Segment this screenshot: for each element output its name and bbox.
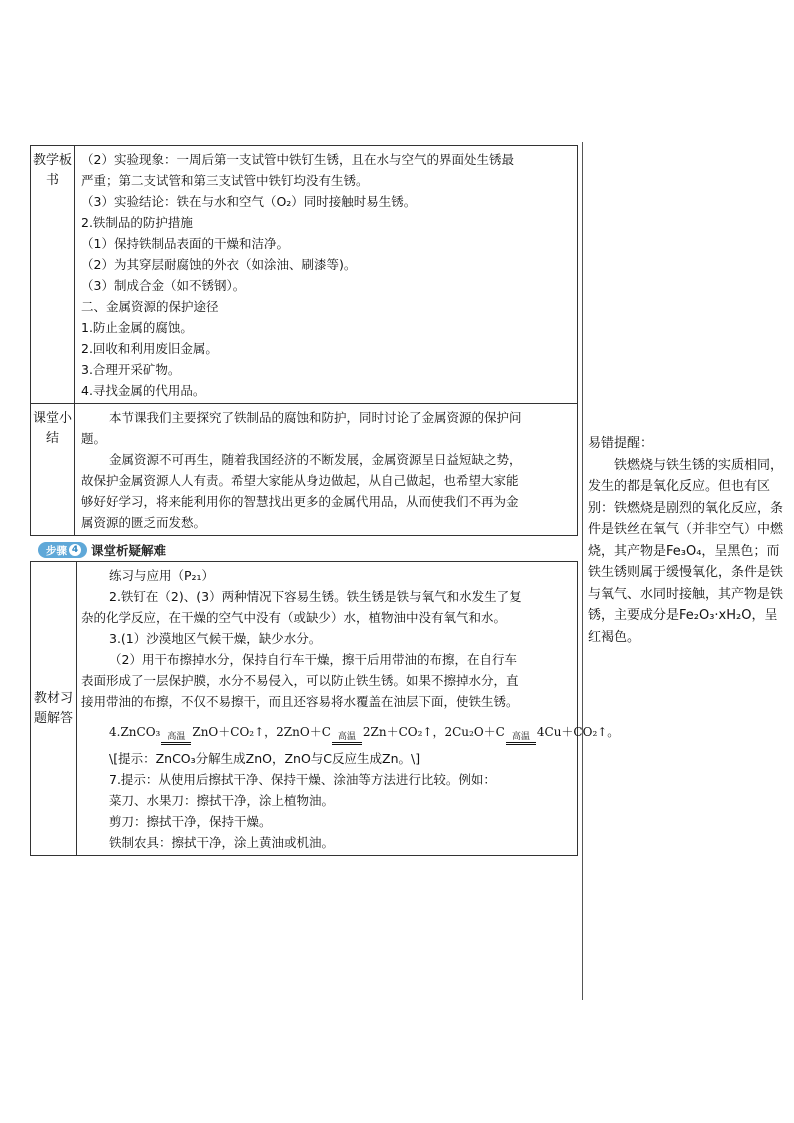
equation3-right: 4Cu＋CO₂↑。 xyxy=(536,725,620,739)
reaction-arrow xyxy=(332,732,362,745)
row-board-notes xyxy=(31,146,578,404)
text-line: 接用带油的布擦，不仅不易擦干，而且还容易将水覆盖在油层下面，使铁生锈。 xyxy=(81,694,519,709)
text-line: 菜刀、水果刀：擦拭干净，涂上植物油。 xyxy=(109,793,335,808)
text-line: 2.铁制品的防护措施 xyxy=(81,215,193,230)
chemical-equations xyxy=(81,712,620,748)
text-line: 铁制农具：擦拭干净，涂上黄油或机油。 xyxy=(109,835,335,850)
text-line: 1.防止金属的腐蚀。 xyxy=(81,320,193,335)
equation2-left: 2ZnO＋C xyxy=(276,725,331,739)
text-line: 杂的化学反应，在干燥的空气中没有（或缺少）水，植物油中没有氧气和水。 xyxy=(81,610,507,625)
row-label-exercise-answers: 教材习题解答 xyxy=(31,562,77,856)
sidebar-title: 易错提醒： xyxy=(588,436,654,451)
error-prone-tip-sidebar xyxy=(588,433,788,648)
text-line: （3）实验结论：铁在与水和空气（O₂）同时接触时易生锈。 xyxy=(81,194,417,209)
text-line: 3.合理开采矿物。 xyxy=(81,362,181,377)
row-label-board-notes: 教学板书 xyxy=(31,146,75,404)
text-line: 2.回收和利用废旧金属。 xyxy=(81,341,218,356)
condition-label: 高温 xyxy=(167,732,186,742)
equation3-left: 2Cu₂O＋C xyxy=(444,725,505,739)
equation1-right: ZnO＋CO₂↑， xyxy=(192,725,277,739)
text-line: 7.提示：从使用后擦拭干净、保持干燥、涂油等方法进行比较。例如： xyxy=(109,772,496,787)
condition-label: 高温 xyxy=(511,732,530,742)
step-badge xyxy=(38,542,87,558)
text-line: （2）实验现象：一周后第一支试管中铁钉生锈，且在水与空气的界面处生锈最 xyxy=(81,152,514,167)
step-badge-label: 步骤 xyxy=(46,544,67,557)
text-line: （1）保持铁制品表面的干燥和洁净。 xyxy=(81,236,289,251)
equation-prefix: 4. xyxy=(109,725,121,739)
text-line: 表面形成了一层保护膜，水分不易侵入，可以防止铁生锈。如果不擦掉水分，直 xyxy=(81,673,519,688)
equation2-right: 2Zn＋CO₂↑， xyxy=(362,725,445,739)
text-line: 够好好学习，将来能利用你的智慧找出更多的金属代用品，从而使我们不再为金 xyxy=(81,494,519,509)
text-line: 本节课我们主要探究了铁制品的腐蚀和防护，同时讨论了金属资源的保护问 xyxy=(109,410,522,425)
lesson-table xyxy=(30,145,578,536)
equation1-left: ZnCO₃ xyxy=(120,725,161,739)
sidebar-text: 铁燃烧与铁生锈的实质相同，发生的都是氧化反应。但也有区别：铁燃烧是剧烈的氧化反应，条件是铁丝在氧气（并非空气）中燃烧，其产物是Fe₃O₄，呈黑色；而铁生锈则属于缓慢氧化，条件是铁与氧气、水同时接触，其产物是铁锈，主要成分是Fe₂O₃·xH₂O，呈红褐色。 xyxy=(588,457,784,645)
text-line: 题。 xyxy=(81,431,107,446)
text-line: 练习与应用（P₂₁） xyxy=(109,568,215,583)
exercise-answers-table xyxy=(30,561,620,856)
text-line: （2）为其穿层耐腐蚀的外衣（如涂油、刷漆等)。 xyxy=(81,257,357,272)
text-line: 故保护金属资源人人有责。希望大家能从身边做起，从自己做起，也希望大家能 xyxy=(81,473,519,488)
step-header xyxy=(38,542,166,558)
exercise-answers-content xyxy=(77,562,620,856)
step-title: 课堂析疑解难 xyxy=(91,543,167,558)
step-number: 4 xyxy=(69,544,81,556)
text-line: 金属资源不可再生，随着我国经济的不断发展，金属资源呈日益短缺之势， xyxy=(109,452,522,467)
reaction-arrow xyxy=(506,732,536,745)
row-class-summary xyxy=(31,404,578,536)
row-label-class-summary: 课堂小结 xyxy=(31,404,75,536)
condition-label: 高温 xyxy=(337,732,356,742)
margin-divider-line xyxy=(582,142,583,1000)
text-line: （3）制成合金（如不锈钢）。 xyxy=(81,278,246,293)
board-notes-content xyxy=(75,146,578,404)
text-line: （2）用干布擦掉水分，保持自行车干燥，擦干后用带油的布擦，在自行车 xyxy=(109,652,517,667)
text-line: 属资源的匮乏而发愁。 xyxy=(81,515,207,530)
text-line: 2.铁钉在（2)、(3）两种情况下容易生锈。铁生锈是铁与氧气和水发生了复 xyxy=(109,589,522,604)
text-line: 严重；第二支试管和第三支试管中铁钉均没有生锈。 xyxy=(81,173,369,188)
text-line: 剪刀：擦拭干净，保持干燥。 xyxy=(109,814,272,829)
text-line: \[提示：ZnCO₃分解生成ZnO，ZnO与C反应生成Zn。\] xyxy=(109,751,421,766)
class-summary-content xyxy=(75,404,578,536)
text-line: 二、金属资源的保护途径 xyxy=(81,299,219,314)
reaction-arrow xyxy=(161,732,191,745)
row-exercise-answers xyxy=(31,562,578,856)
text-line: 3.(1）沙漠地区气候干燥，缺少水分。 xyxy=(109,631,322,646)
text-line: 4.寻找金属的代用品。 xyxy=(81,383,206,398)
